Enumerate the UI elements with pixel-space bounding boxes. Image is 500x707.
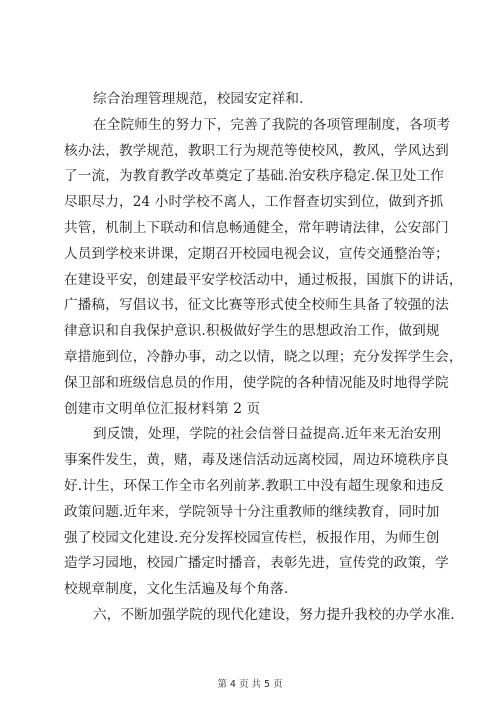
text-line: 了一流，为教育教学改革奠定了基础.治安秩序稳定.保卫处工作 bbox=[64, 168, 445, 185]
text-line: 六，不断加强学院的现代化建设，努力提升我校的办学水准. bbox=[93, 606, 455, 623]
text-line: 核办法，教学规范，教职工行为规范等使校风，教风，学风达到 bbox=[64, 142, 449, 159]
text-line: 保卫部和班级信息员的作用，使学院的各种情况能及时地得学院 bbox=[64, 374, 449, 391]
text-line: 广播稿，写倡议书，征文比赛等形式使全校师生具备了较强的法 bbox=[64, 297, 449, 314]
text-line: 尽职尽力，24 小时学校不离人，工作督查切实到位，做到齐抓 bbox=[64, 194, 444, 211]
text-line: 在建设平安，创建最平安学校活动中，通过板报，国旗下的讲话， bbox=[64, 271, 463, 288]
text-line: 到反馈，处理，学院的社会信誉日益提高.近年来无治安刑 bbox=[93, 426, 442, 443]
text-line: 好.计生，环保工作全市名列前茅.教职工中没有超生现象和违反 bbox=[64, 477, 445, 494]
text-line: 校规章制度，文化生活遍及每个角落. bbox=[64, 581, 289, 598]
text-line: 造学习园地，校园广播定时播音，表彰先进，宣传党的政策，学 bbox=[64, 555, 449, 572]
text-line: 强了校园文化建设.充分发挥校园宣传栏，板报作用，为师生创 bbox=[64, 529, 440, 546]
text-line: 创建市文明单位汇报材料第 2 页 bbox=[64, 400, 261, 417]
document-body bbox=[64, 87, 463, 629]
text-line: 章措施到位，冷静办事，动之以情，晓之以理；充分发挥学生会， bbox=[64, 348, 463, 365]
page-number-footer: 第 4 页 共 5 页 bbox=[217, 679, 283, 690]
text-line: 律意识和自我保护意识.积极做好学生的思想政治工作，做到规 bbox=[64, 323, 440, 340]
text-line: 共管，机制上下联动和信息畅通健全，常年聘请法律，公安部门 bbox=[64, 219, 449, 236]
text-line: 综合治理管理规范，校园安定祥和. bbox=[93, 91, 304, 107]
text-line: 在全院师生的努力下，完善了我院的各项管理制度，各项考 bbox=[93, 116, 451, 133]
text-line: 人员到学校来讲课，定期召开校园电视会议，宣传交通整治等； bbox=[64, 245, 449, 262]
text-line: 事案件发生，黄，赌，毒及迷信活动远离校园，周边环境秩序良 bbox=[64, 452, 449, 469]
text-line: 政策问题.近年来，学院领导十分注重教师的继续教育，同时加 bbox=[64, 503, 440, 520]
